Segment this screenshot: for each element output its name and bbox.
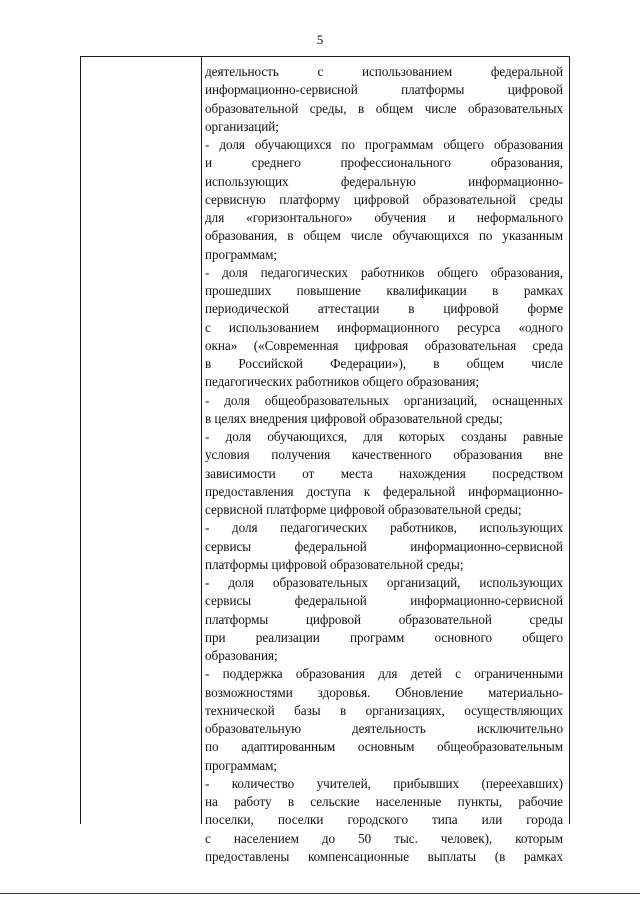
text-line: образования; <box>205 648 278 663</box>
text-line: - поддержка образования для детей с ограниченными <box>205 666 563 682</box>
text-line: зависимости от места нахождения посредством <box>205 465 563 481</box>
text-line: возможностями здоровья. Обновление материально- <box>205 684 563 700</box>
text-line: с населением до 50 тыс. человек), которым <box>205 830 563 846</box>
text-line: периодической аттестации в цифровой форме <box>205 301 563 317</box>
text-line: при реализации программ основного общего <box>205 629 563 645</box>
text-line: образовательную деятельность исключительно <box>205 721 563 736</box>
text-line: - доля педагогических работников общего образования, <box>205 264 563 280</box>
text-line: для «горизонтального» обучения и неформального <box>205 210 563 225</box>
text-line: в Российской Федерации»), в общем числе <box>205 356 563 371</box>
text-line: по адаптированным основным общеобразовательным <box>205 739 563 755</box>
text-line: программам; <box>205 757 278 773</box>
text-line: и среднего профессионального образования, <box>205 155 563 171</box>
text-line: программам; <box>205 246 278 262</box>
text-line: использующих федеральную информационно- <box>205 173 563 189</box>
text-line: - доля образовательных организаций, использующих <box>205 575 563 590</box>
text-line: сервисную платформу цифровой образовательной среды <box>205 191 563 207</box>
text-line: педагогических работников общего образования; <box>205 374 480 390</box>
text-line: с использованием информационного ресурса «одного <box>205 319 563 335</box>
text-line: в целях внедрения цифровой образовательной среды; <box>205 410 503 426</box>
text-line: - количество учителей, прибывших (переехавших) <box>205 775 563 791</box>
document-table <box>80 56 570 864</box>
text-line: - доля общеобразовательных организаций, оснащенных <box>205 392 563 408</box>
page-number: 5 <box>316 32 324 47</box>
text-line: поселки, поселки городского типа или города <box>205 812 563 828</box>
text-line: платформы цифровой образовательной среды; <box>205 556 464 572</box>
text-line: - доля обучающихся, для которых созданы равные <box>205 429 563 444</box>
text-line: организаций; <box>205 118 279 134</box>
text-line: сервисы федеральной информационно-сервисной <box>205 593 563 609</box>
text-line: - доля педагогических работников, использующих <box>205 520 563 536</box>
column-divider <box>201 57 202 824</box>
right-cell-text <box>205 63 563 866</box>
text-line: предоставления доступа к федеральной информационно- <box>205 483 563 499</box>
text-line: на работу в сельские населенные пункты, рабочие <box>205 794 563 809</box>
text-line: сервисы федеральной информационно-сервисной <box>205 538 563 554</box>
text-line: условия получения качественного образования вне <box>205 447 563 463</box>
text-line: деятельность с использованием федеральной <box>205 64 563 79</box>
text-line: прошедших повышение квалификации в рамках <box>205 283 563 298</box>
text-line: - доля обучающихся по программам общего образования <box>205 137 563 152</box>
text-line: предоставлены компенсационные выплаты (в рамках <box>205 848 563 864</box>
text-line: окна» («Современная цифровая образовательная среда <box>205 337 563 353</box>
text-line: сервисной платформе цифровой образовательной среды; <box>205 502 522 517</box>
text-line: технической базы в организациях, осуществляющих <box>205 702 563 718</box>
text-line: образования, в общем числе обучающихся по указанным <box>205 228 563 244</box>
page-bottom-rule <box>0 893 640 894</box>
text-line: информационно-сервисной платформы цифровой <box>205 82 563 98</box>
text-line: образовательной среды, в общем числе образовательных <box>205 100 563 116</box>
text-line: платформы цифровой образовательной среды <box>205 611 563 627</box>
